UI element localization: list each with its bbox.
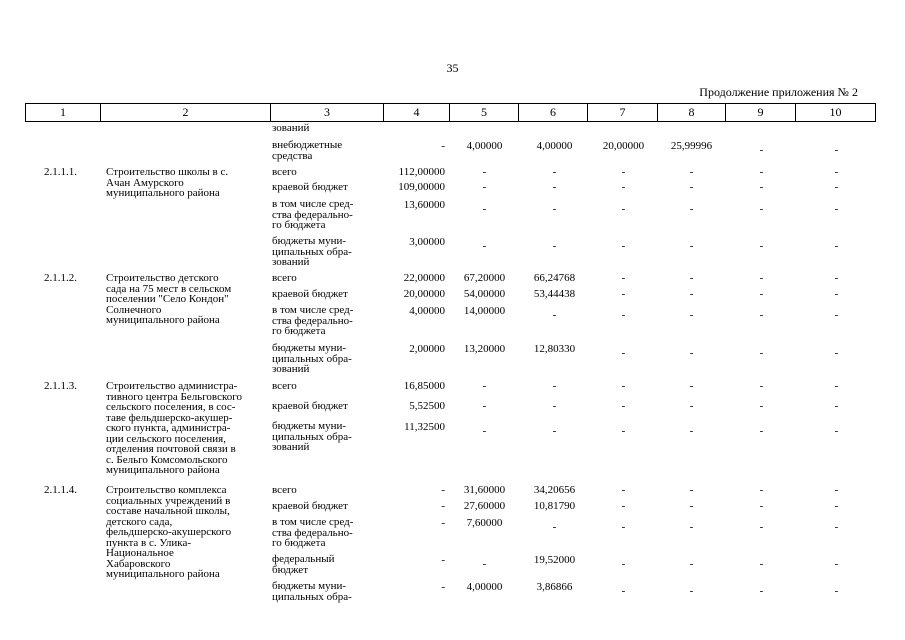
value-cell: 13,60000 [403, 199, 445, 211]
funding-source-line: ципальных обра- [272, 245, 352, 258]
item-name-line: Хабаровского [106, 557, 171, 570]
item-code: 2.1.1.2. [44, 272, 77, 284]
value-cell: - [834, 484, 839, 496]
value-cell: - [759, 166, 764, 178]
value-cell: - [689, 166, 694, 178]
funding-source-line: зований [272, 122, 310, 134]
funding-source-line: зований [272, 256, 310, 268]
value-cell: - [689, 380, 694, 392]
value-cell: - [834, 181, 839, 193]
value-cell: - [834, 500, 839, 512]
value-cell: 19,52000 [533, 554, 576, 566]
value-cell: - [552, 203, 557, 215]
value-cell: - [621, 203, 626, 215]
value-cell: - [834, 203, 839, 215]
item-name-line: детского сада, [106, 515, 173, 528]
item-name-line: муниципального района [106, 314, 220, 326]
item-name-line: Национальное [106, 547, 174, 559]
value-cell: - [441, 554, 445, 566]
value-cell: - [552, 400, 557, 412]
item-name-line: пункта в с. Улика- [106, 536, 192, 549]
value-cell: 13,20000 [463, 343, 506, 355]
value-cell: - [621, 272, 626, 284]
value-cell: 20,00000 [403, 288, 445, 300]
item-name-line: с. Бельго Комсомольского [106, 453, 228, 466]
funding-source-line: ства федерально- [272, 314, 353, 327]
value-cell: - [759, 203, 764, 215]
item-name-line: фельдшерско-акушерского [106, 526, 232, 538]
item-name-line: муниципального района [106, 187, 220, 199]
value-cell: - [689, 181, 694, 193]
item-name-line: Строительство школы в с. [106, 166, 229, 178]
column-header-3: 3 [271, 104, 384, 121]
value-cell: - [621, 585, 626, 597]
funding-source-line: го бюджета [272, 325, 326, 337]
value-cell: 10,81790 [533, 500, 576, 512]
value-cell: 3,00000 [409, 236, 445, 248]
value-cell: - [621, 288, 626, 300]
value-cell: - [621, 309, 626, 321]
funding-source-line: бюджеты муни- [272, 580, 347, 592]
value-cell: - [621, 425, 626, 437]
funding-source-line: в том числе сред- [272, 198, 354, 210]
item-name-line: Ачан Амурского [106, 176, 184, 189]
value-cell: - [834, 585, 839, 597]
funding-source-line: ципальных обра- [272, 430, 352, 443]
value-cell: - [689, 272, 694, 284]
value-cell: - [441, 484, 445, 496]
value-cell: - [834, 521, 839, 533]
value-cell: - [759, 521, 764, 533]
value-cell: - [621, 240, 626, 252]
item-name-line: муниципального района [106, 568, 220, 580]
funding-source-line: краевой бюджет [272, 500, 348, 512]
value-cell: 67,20000 [463, 272, 506, 284]
value-cell: - [834, 400, 839, 412]
value-cell: - [441, 140, 445, 152]
funding-source-line: бюджеты муни- [272, 235, 347, 247]
value-cell: - [759, 380, 764, 392]
column-header-8: 8 [658, 104, 726, 121]
value-cell: - [621, 347, 626, 359]
item-name-line: Солнечного [106, 303, 162, 316]
column-header-2: 2 [101, 104, 271, 121]
item-name-line: Строительство администра- [106, 380, 238, 392]
item-name-line: тивного центра Бельговского [106, 390, 242, 403]
funding-source-line: ципальных обра- [272, 352, 352, 365]
value-cell: 3,86866 [536, 581, 573, 593]
value-cell: - [834, 380, 839, 392]
value-cell: - [759, 558, 764, 570]
value-cell: - [621, 500, 626, 512]
value-cell: - [834, 272, 839, 284]
funding-source-line: краевой бюджет [272, 288, 348, 300]
value-cell: - [834, 309, 839, 321]
value-cell: - [552, 240, 557, 252]
value-cell: - [689, 400, 694, 412]
value-cell: - [482, 400, 487, 412]
column-header-4: 4 [384, 104, 450, 121]
value-cell: - [689, 585, 694, 597]
value-cell: - [759, 484, 764, 496]
value-cell: - [482, 181, 487, 193]
item-name-line: Строительство детского [106, 272, 219, 284]
page-number: 35 [446, 61, 459, 75]
value-cell: - [482, 240, 487, 252]
appendix-continuation-note: Продолжение приложения № 2 [699, 85, 858, 99]
value-cell: 12,80330 [533, 343, 576, 355]
value-cell: - [834, 144, 839, 156]
value-cell: - [759, 585, 764, 597]
funding-source-line: всего [272, 166, 297, 178]
value-cell: - [482, 380, 487, 392]
item-name-line: муниципального района [106, 464, 220, 476]
item-name-line: сельского поселения, в сос- [106, 401, 236, 413]
value-cell: - [689, 521, 694, 533]
value-cell: - [482, 203, 487, 215]
item-name-line: сада на 75 мест в сельском [106, 282, 232, 295]
value-cell: 4,00000 [466, 581, 503, 593]
funding-source-line: го бюджета [272, 219, 326, 231]
value-cell: - [834, 166, 839, 178]
funding-source-line: зований [272, 363, 310, 375]
column-header-1: 1 [26, 104, 101, 121]
value-cell: 14,00000 [463, 305, 506, 317]
value-cell: 7,60000 [466, 517, 503, 529]
value-cell: - [759, 400, 764, 412]
value-cell: - [621, 484, 626, 496]
value-cell: 4,00000 [409, 305, 445, 317]
value-cell: 20,00000 [602, 140, 645, 152]
value-cell: - [834, 425, 839, 437]
value-cell: - [621, 181, 626, 193]
value-cell: 11,32500 [404, 421, 445, 433]
value-cell: - [441, 500, 445, 512]
funding-source-line: ципальных обра- [272, 590, 352, 603]
funding-source-line: бюджеты муни- [272, 342, 347, 354]
funding-source-line: всего [272, 484, 297, 496]
value-cell: - [689, 484, 694, 496]
value-cell: - [621, 558, 626, 570]
value-cell: - [441, 581, 445, 593]
value-cell: 34,20656 [533, 484, 576, 496]
funding-source-line: ства федерально- [272, 208, 353, 221]
value-cell: - [759, 309, 764, 321]
value-cell: - [759, 347, 764, 359]
value-cell: - [689, 288, 694, 300]
funding-source-line: бюджеты муни- [272, 420, 347, 432]
value-cell: 112,00000 [398, 166, 445, 178]
funding-source-line: го бюджета [272, 537, 326, 549]
funding-source-line: краевой бюджет [272, 181, 348, 193]
value-cell: - [552, 521, 557, 533]
value-cell: - [552, 380, 557, 392]
value-cell: 27,60000 [463, 500, 506, 512]
item-name-line: таве фельдшерско-акушер- [106, 411, 233, 424]
value-cell: - [759, 272, 764, 284]
value-cell: - [552, 166, 557, 178]
item-name-line: составе начальной школы, [106, 505, 230, 517]
value-cell: - [441, 517, 445, 529]
funding-source-line: всего [272, 272, 297, 284]
column-header-6: 6 [519, 104, 588, 121]
item-code: 2.1.1.3. [44, 380, 77, 392]
item-name-line: Строительство комплекса [106, 484, 227, 496]
item-code: 2.1.1.1. [44, 166, 77, 178]
value-cell: 4,00000 [536, 140, 573, 152]
value-cell: 5,52500 [409, 400, 445, 412]
value-cell: - [621, 400, 626, 412]
value-cell: - [482, 166, 487, 178]
value-cell: 66,24768 [533, 272, 576, 284]
funding-source-line: в том числе сред- [272, 304, 354, 316]
value-cell: - [759, 500, 764, 512]
value-cell: - [689, 500, 694, 512]
value-cell: - [689, 558, 694, 570]
funding-source-line: бюджет [272, 563, 308, 576]
value-cell: - [552, 181, 557, 193]
value-cell: 54,00000 [463, 288, 506, 300]
value-cell: 2,00000 [409, 343, 445, 355]
funding-source-line: краевой бюджет [272, 400, 348, 412]
value-cell: - [552, 309, 557, 321]
column-header-9: 9 [726, 104, 796, 121]
funding-source-line: всего [272, 380, 297, 392]
value-cell: - [759, 240, 764, 252]
value-cell: - [834, 288, 839, 300]
value-cell: - [621, 521, 626, 533]
value-cell: - [759, 144, 764, 156]
item-name-line: поселении "Село Кондон" [106, 293, 229, 305]
item-name-line: ского пункта, администра- [106, 422, 231, 434]
value-cell: - [552, 425, 557, 437]
value-cell: - [689, 240, 694, 252]
funding-source-line: зований [272, 441, 310, 453]
value-cell: - [621, 166, 626, 178]
item-name-line: социальных учреждений в [106, 494, 231, 507]
column-header-10: 10 [796, 104, 876, 121]
item-code: 2.1.1.4. [44, 484, 77, 496]
value-cell: 16,85000 [403, 380, 445, 392]
value-cell: 4,00000 [466, 140, 503, 152]
value-cell: - [482, 425, 487, 437]
value-cell: 53,44438 [533, 288, 576, 300]
funding-source-line: в том числе сред- [272, 516, 354, 528]
value-cell: - [621, 380, 626, 392]
value-cell: - [689, 425, 694, 437]
value-cell: - [759, 181, 764, 193]
funding-source-line: ства федерально- [272, 526, 353, 539]
value-cell: 109,00000 [398, 181, 445, 193]
value-cell: 31,60000 [463, 484, 506, 496]
funding-source-line: федеральный [272, 553, 335, 565]
value-cell: 22,00000 [403, 272, 445, 284]
table-header-row [25, 103, 876, 122]
value-cell: - [759, 288, 764, 300]
item-name-line: ции сельского поселения, [106, 432, 226, 445]
item-name-line: отделения почтовой связи в [106, 443, 236, 455]
value-cell: - [689, 309, 694, 321]
value-cell: 25,99996 [670, 140, 713, 152]
value-cell: - [834, 240, 839, 252]
funding-source-line: внебюджетные [272, 139, 343, 151]
value-cell: - [759, 425, 764, 437]
column-header-7: 7 [588, 104, 658, 121]
value-cell: - [482, 558, 487, 570]
value-cell: - [689, 347, 694, 359]
value-cell: - [834, 347, 839, 359]
funding-source-line: средства [272, 149, 313, 162]
value-cell: - [834, 558, 839, 570]
value-cell: - [689, 203, 694, 215]
column-header-5: 5 [450, 104, 519, 121]
